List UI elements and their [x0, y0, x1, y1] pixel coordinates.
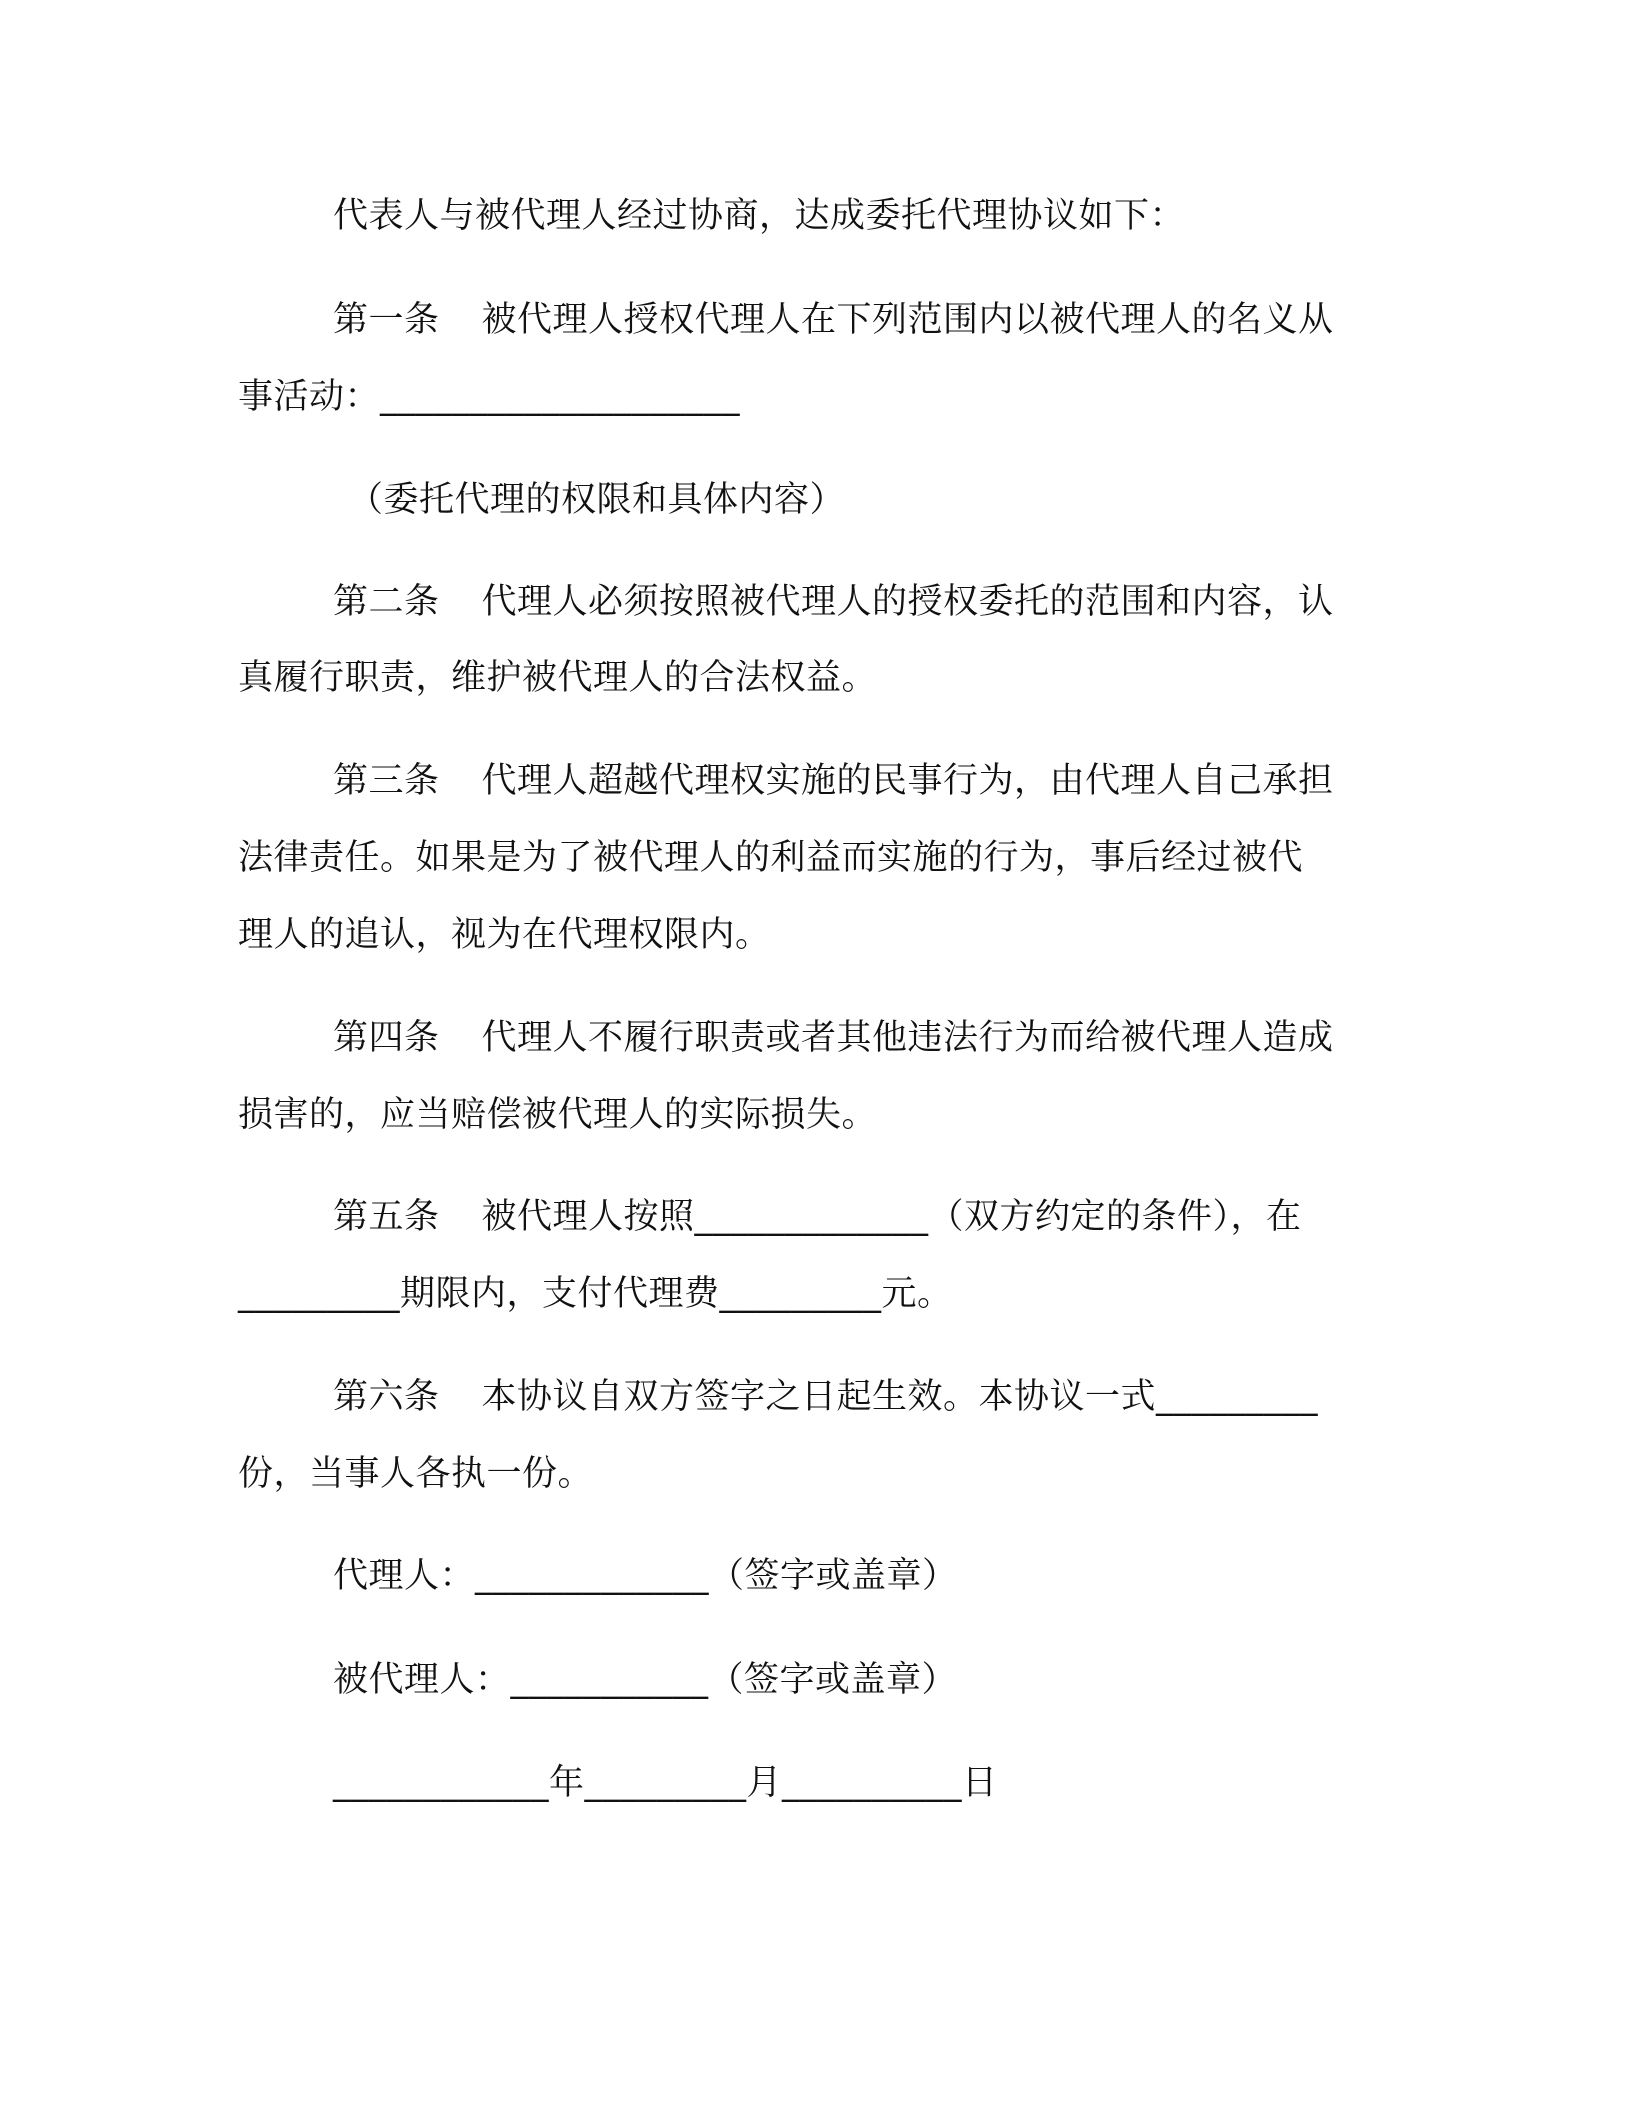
article-6-cont-text: 份，当事人各执一份。: [238, 1454, 594, 1494]
article-6: [0, 1371, 1632, 1423]
article-5-text: 被代理人按照_____________（双方约定的条件），在: [481, 1197, 1302, 1237]
article-4-cont-text: 损害的，应当赔偿被代理人的实际损失。: [238, 1095, 878, 1135]
article-3-continuation-2: [0, 909, 1632, 961]
article-5-cont-text: _________期限内，支付代理费_________元。: [238, 1274, 953, 1314]
article-3-cont2-text: 理人的追认，视为在代理权限内。: [238, 915, 771, 955]
agent-signature-line: [0, 1550, 1632, 1602]
article-1-continuation: [0, 371, 1632, 423]
article-1-cont-text: 事活动：____________________: [238, 377, 741, 417]
article-5-label: 第五条: [333, 1197, 440, 1237]
agent-signature-text: 代理人：_____________（签字或盖章）: [333, 1556, 958, 1596]
article-2-continuation: [0, 652, 1632, 704]
article-3-label: 第三条: [333, 761, 440, 801]
date-text: ____________年_________月__________日: [333, 1763, 998, 1803]
intro-paragraph: [0, 190, 1632, 242]
article-2-text: 代理人必须按照被代理人的授权委托的范围和内容，认: [481, 582, 1334, 622]
article-4-text: 代理人不履行职责或者其他违法行为而给被代理人造成: [481, 1018, 1334, 1058]
article-6-continuation: [0, 1448, 1632, 1500]
article-1-text: 被代理人授权代理人在下列范围内以被代理人的名义从: [481, 300, 1334, 340]
article-4: [0, 1012, 1632, 1064]
article-3-continuation-1: [0, 832, 1632, 884]
article-5-continuation: [0, 1268, 1632, 1320]
date-line: [0, 1757, 1632, 1809]
article-1-note-text: （委托代理的权限和具体内容）: [348, 480, 846, 520]
article-1: [0, 294, 1632, 346]
article-5: [0, 1191, 1632, 1243]
article-3-text: 代理人超越代理权实施的民事行为，由代理人自己承担: [481, 761, 1334, 801]
article-6-text: 本协议自双方签字之日起生效。本协议一式_________: [481, 1377, 1319, 1417]
principal-signature-text: 被代理人：___________（签字或盖章）: [333, 1660, 958, 1700]
article-6-label: 第六条: [333, 1377, 440, 1417]
article-2-label: 第二条: [333, 582, 440, 622]
principal-signature-line: [0, 1654, 1632, 1706]
article-1-label: 第一条: [333, 300, 440, 340]
article-2-cont-text: 真履行职责，维护被代理人的合法权益。: [238, 658, 878, 698]
article-1-note: [0, 474, 1632, 526]
article-2: [0, 576, 1632, 628]
article-4-label: 第四条: [333, 1018, 440, 1058]
article-3: [0, 755, 1632, 807]
article-3-cont1-text: 法律责任。如果是为了被代理人的利益而实施的行为，事后经过被代: [238, 838, 1304, 878]
intro-text: 代表人与被代理人经过协商，达成委托代理协议如下：: [333, 196, 1186, 236]
article-4-continuation: [0, 1089, 1632, 1141]
